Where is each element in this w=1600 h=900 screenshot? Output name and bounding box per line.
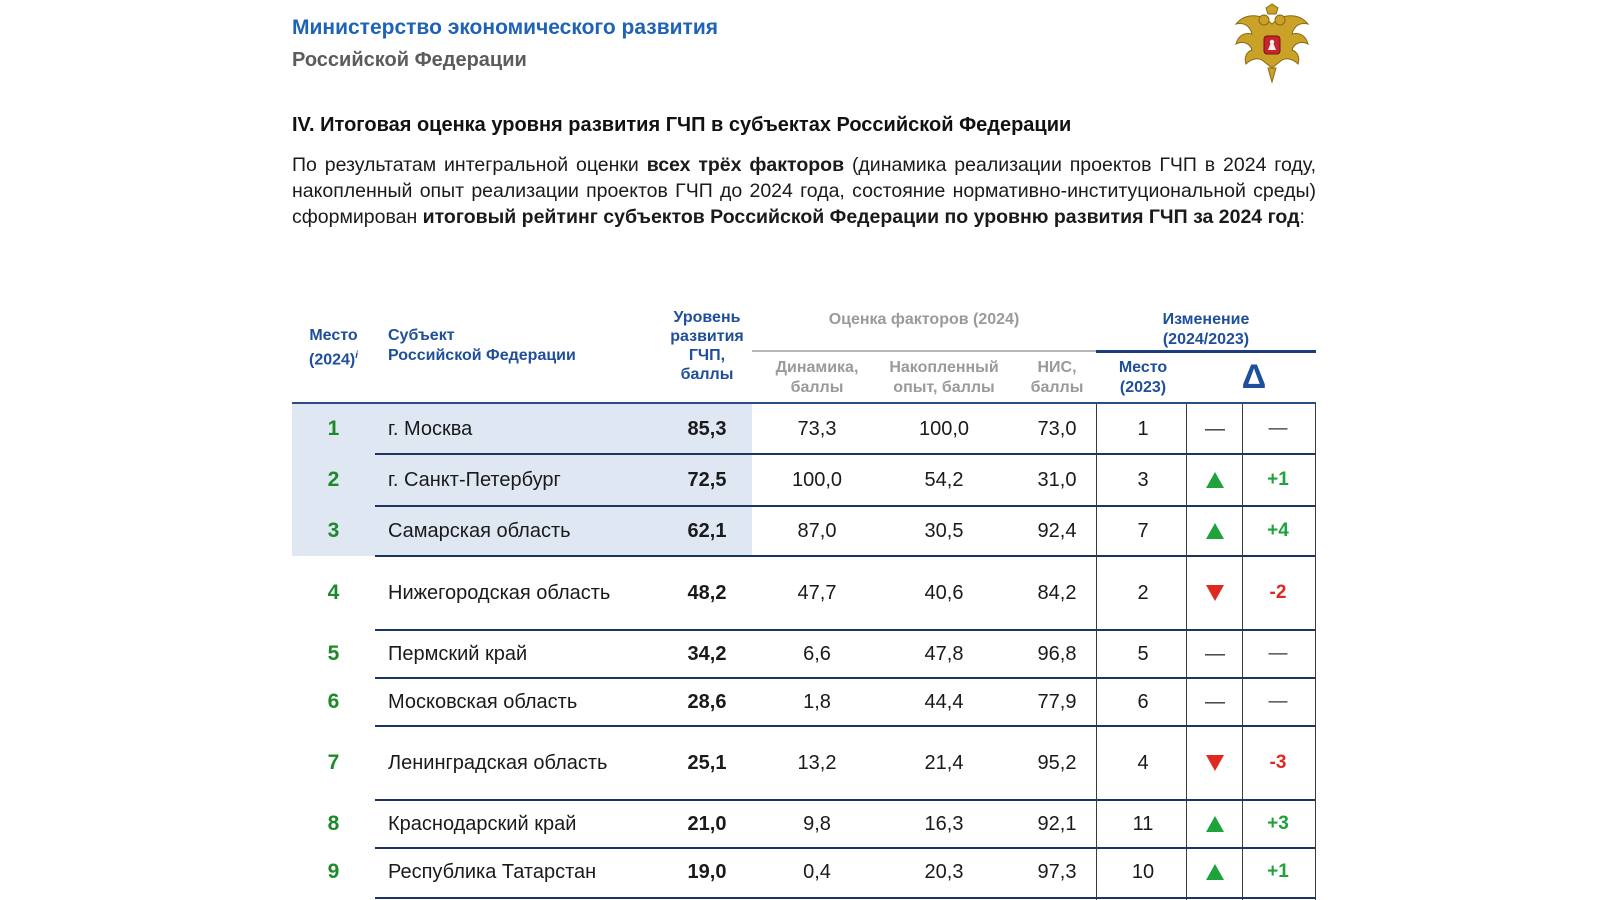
subject-name-cell: Краснодарский край <box>388 812 577 835</box>
rank-cell: 4 <box>327 581 340 604</box>
arrow-up-icon <box>1206 472 1224 488</box>
factors-group-rule <box>752 350 1096 352</box>
delta-cell: -3 <box>1269 752 1287 773</box>
rank-cell: 7 <box>327 751 340 774</box>
level-cell: 19,0 <box>687 860 727 883</box>
col-header-prev-rank <box>1100 358 1186 398</box>
nis-cell: 96,8 <box>1037 642 1077 665</box>
level-cell: 21,0 <box>687 812 727 835</box>
prev-rank-cell: 5 <box>1137 642 1149 665</box>
dynamics-cell: 100,0 <box>791 468 843 491</box>
table-row <box>292 556 1316 630</box>
delta-cell: — <box>1268 418 1288 439</box>
experience-cell: 20,3 <box>924 860 964 883</box>
arrow-up-icon <box>1206 864 1224 880</box>
delta-cell: -2 <box>1269 582 1287 603</box>
dynamics-cell: 13,2 <box>797 751 837 774</box>
delta-cell: +4 <box>1267 520 1289 541</box>
change-group-line2: (2024/2023) <box>1162 331 1250 348</box>
table-row <box>292 726 1316 800</box>
delta-cell: +3 <box>1267 813 1289 834</box>
experience-cell: 21,4 <box>924 751 964 774</box>
delta-cell: +1 <box>1267 861 1289 882</box>
col-header-nis <box>1004 358 1110 398</box>
col-header-nis-line1: НИС, <box>1037 359 1077 376</box>
dynamics-cell: 47,7 <box>797 581 837 604</box>
col-header-level-line2: развития <box>670 328 744 345</box>
table-row <box>292 848 1316 896</box>
col-header-experience-line1: Накопленный <box>889 359 999 376</box>
rank-cell: 2 <box>327 468 340 491</box>
nis-cell: 31,0 <box>1037 468 1077 491</box>
level-cell: 28,6 <box>687 690 727 713</box>
trend-cell <box>1188 454 1242 506</box>
col-header-prev-rank-line2: (2023) <box>1119 379 1167 396</box>
arrow-down-icon <box>1206 585 1224 601</box>
subject-name-cell: Московская область <box>388 690 578 713</box>
table-row <box>292 454 1316 506</box>
col-header-subject-line2: Российской Федерации <box>388 347 576 364</box>
intro-text-2: (динамика реализации проектов ГЧП в 2024 году, накопленный опыт реализации проектов ГЧП до 2024 года, состояние нормативно-институциональной среды) сформирован <box>292 154 1317 228</box>
prev-rank-cell: 7 <box>1137 519 1149 542</box>
experience-cell: 47,8 <box>924 642 964 665</box>
table-row <box>292 678 1316 726</box>
subject-name-cell: Нижегородская область <box>388 581 611 604</box>
arrow-up-icon <box>1206 816 1224 832</box>
rank-cell: 1 <box>327 417 340 440</box>
level-cell: 85,3 <box>687 417 727 440</box>
level-cell: 72,5 <box>687 468 727 491</box>
col-header-experience-line2: опыт, баллы <box>893 379 995 396</box>
no-change-dash-icon: — <box>1205 690 1225 713</box>
change-group-header <box>1096 310 1316 350</box>
col-header-rank <box>292 326 375 370</box>
footnote-marker: i <box>355 350 359 361</box>
level-cell: 62,1 <box>687 519 727 542</box>
subject-name-cell: г. Санкт-Петербург <box>388 468 561 491</box>
table-row <box>292 404 1316 454</box>
rank-cell: 3 <box>327 519 340 542</box>
dynamics-cell: 87,0 <box>797 519 837 542</box>
col-header-dynamics <box>752 358 882 398</box>
col-header-dynamics-line1: Динамика, <box>775 359 859 376</box>
experience-cell: 54,2 <box>924 468 964 491</box>
col-header-subject <box>388 326 576 366</box>
prev-rank-cell: 10 <box>1131 860 1155 883</box>
no-change-dash-icon: — <box>1205 642 1225 665</box>
rank-cell: 9 <box>327 860 340 883</box>
arrow-up-icon <box>1206 523 1224 539</box>
subject-name-cell: г. Москва <box>388 417 473 440</box>
experience-cell: 16,3 <box>924 812 964 835</box>
prev-rank-cell: 2 <box>1137 581 1149 604</box>
experience-cell: 100,0 <box>918 417 970 440</box>
delta-cell: +1 <box>1267 469 1289 490</box>
subject-name-cell: Самарская область <box>388 519 571 542</box>
column-separator <box>1186 404 1187 900</box>
dynamics-cell: 73,3 <box>797 417 837 440</box>
table-row <box>292 506 1316 556</box>
column-separator <box>1096 404 1097 900</box>
nis-cell: 92,1 <box>1037 812 1077 835</box>
col-header-experience <box>874 358 1014 398</box>
delta-cell: — <box>1268 643 1288 664</box>
ministry-country: Российской Федерации <box>292 49 527 71</box>
trend-cell <box>1188 848 1242 896</box>
trend-cell <box>1188 630 1242 678</box>
rank-cell: 6 <box>327 690 340 713</box>
delta-icon: Δ <box>1241 358 1267 396</box>
prev-rank-cell: 4 <box>1137 751 1149 774</box>
trend-cell <box>1188 506 1242 556</box>
column-separator <box>1315 404 1316 900</box>
russian-coat-of-arms-icon <box>1230 2 1314 86</box>
ministry-name: Министерство экономического развития <box>292 16 718 39</box>
experience-cell: 40,6 <box>924 581 964 604</box>
experience-cell: 44,4 <box>924 690 964 713</box>
subject-name-cell: Пермский край <box>388 642 528 665</box>
section-title: IV. Итоговая оценка уровня развития ГЧП в субъектах Российской Федерации <box>292 114 1072 136</box>
dynamics-cell: 9,8 <box>803 812 831 835</box>
experience-cell: 30,5 <box>924 519 964 542</box>
intro-bold-2: итоговый рейтинг субъектов Российской Федерации по уровню развития ГЧП за 2024 год <box>422 206 1300 228</box>
rank-cell: 8 <box>327 812 340 835</box>
trend-cell <box>1188 678 1242 726</box>
no-change-dash-icon: — <box>1205 417 1225 440</box>
dynamics-cell: 1,8 <box>803 690 831 713</box>
col-header-rank-year: (2024) <box>308 351 356 369</box>
trend-cell <box>1188 800 1242 848</box>
factors-group-header: Оценка факторов (2024) <box>828 311 1020 328</box>
col-header-level <box>647 308 767 384</box>
table-row <box>292 630 1316 678</box>
col-header-nis-line2: баллы <box>1030 379 1084 396</box>
row-divider <box>375 897 1316 899</box>
intro-text-1: По результатам интегральной оценки <box>292 154 647 176</box>
change-group-line1: Изменение <box>1162 311 1250 328</box>
nis-cell: 92,4 <box>1037 519 1077 542</box>
col-header-level-line3: ГЧП, <box>688 347 726 364</box>
intro-text-3: : <box>1299 206 1305 228</box>
intro-paragraph <box>292 152 1316 230</box>
col-header-rank-line1: Место <box>309 327 358 344</box>
subject-name-cell: Республика Татарстан <box>388 860 597 883</box>
col-header-subject-line1: Субъект <box>388 327 455 344</box>
prev-rank-cell: 1 <box>1137 417 1149 440</box>
nis-cell: 84,2 <box>1037 581 1077 604</box>
table-row <box>292 800 1316 848</box>
nis-cell: 73,0 <box>1037 417 1077 440</box>
dynamics-cell: 0,4 <box>803 860 831 883</box>
prev-rank-cell: 6 <box>1137 690 1149 713</box>
trend-cell <box>1188 404 1242 454</box>
trend-cell <box>1188 726 1242 800</box>
delta-cell: — <box>1268 691 1288 712</box>
subject-name-cell: Ленинградская область <box>388 751 608 774</box>
trend-cell <box>1188 556 1242 630</box>
level-cell: 48,2 <box>687 581 727 604</box>
arrow-down-icon <box>1206 755 1224 771</box>
intro-bold-1: всех трёх факторов <box>646 154 845 176</box>
change-group-rule <box>1096 350 1316 353</box>
prev-rank-cell: 3 <box>1137 468 1149 491</box>
dynamics-cell: 6,6 <box>803 642 831 665</box>
nis-cell: 97,3 <box>1037 860 1077 883</box>
prev-rank-cell: 11 <box>1132 812 1154 835</box>
level-cell: 34,2 <box>687 642 727 665</box>
col-header-rank-line2 <box>292 346 375 370</box>
column-separator <box>1242 404 1243 900</box>
nis-cell: 77,9 <box>1037 690 1077 713</box>
col-header-dynamics-line2: баллы <box>790 379 844 396</box>
col-header-level-line4: баллы <box>680 366 734 383</box>
col-header-level-line1: Уровень <box>673 309 741 326</box>
col-header-prev-rank-line1: Место <box>1118 359 1168 376</box>
level-cell: 25,1 <box>687 751 727 774</box>
rank-cell: 5 <box>327 642 340 665</box>
nis-cell: 95,2 <box>1037 751 1077 774</box>
